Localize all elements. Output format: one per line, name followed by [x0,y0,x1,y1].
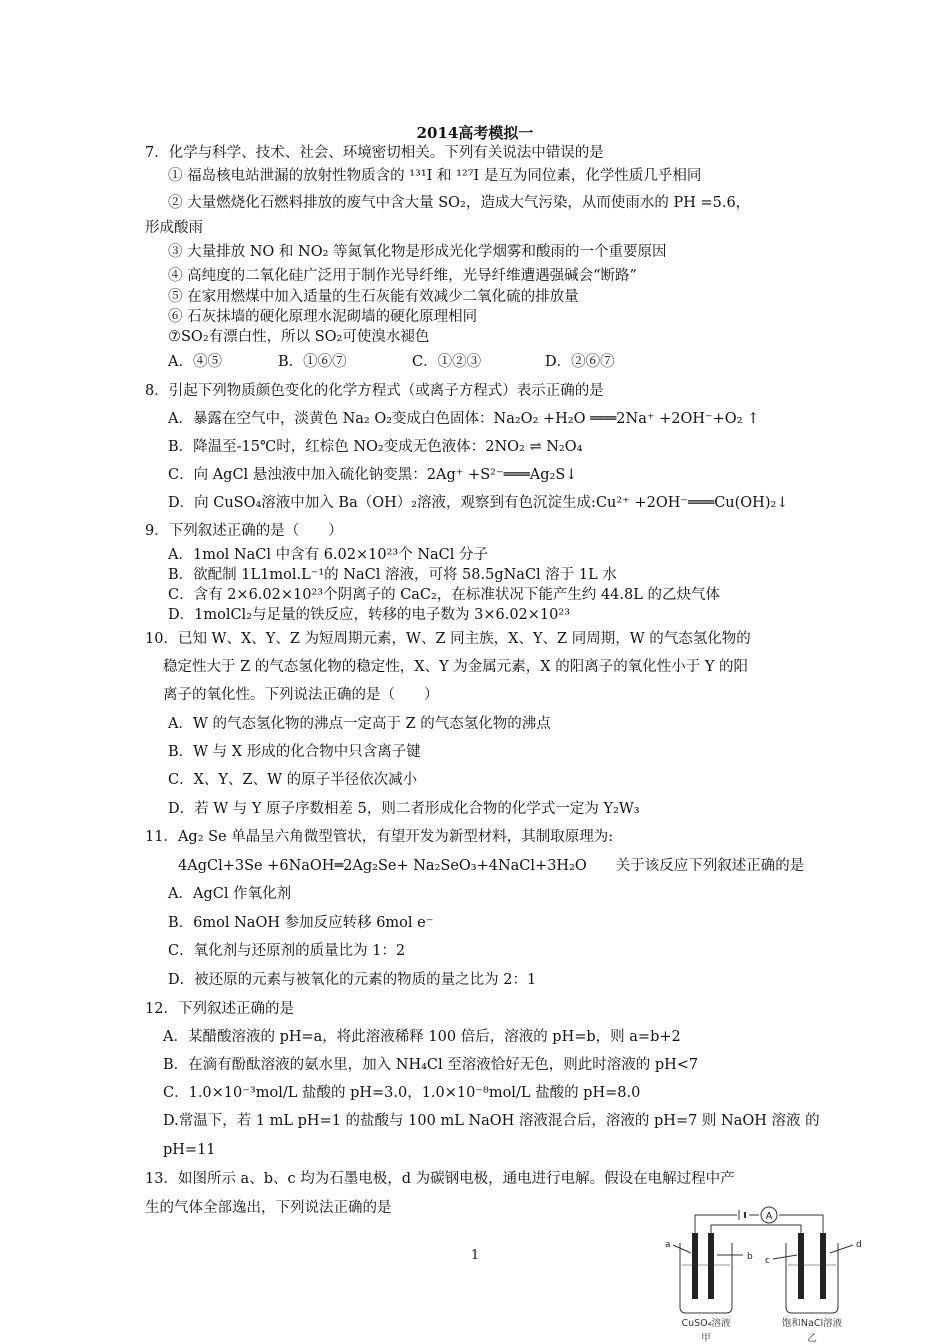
q12-option-d: D.常温下，若 1 mL pH=1 的盐酸与 100 mL NaOH 溶液混合后，溶液的 pH=7 则 NaOH 溶液 的 [163,1113,820,1129]
q12-option-a: A．某醋酸溶液的 pH=a，将此溶液稀释 100 倍后，溶液的 pH=b，则 a=b+2 [163,1029,681,1045]
q11-option-a: A．AgCl 作氧化剂 [168,886,292,902]
q10-option-d: D．若 W 与 Y 原子序数相差 5，则二者形成化合物的化学式一定为 Y₂W₃ [168,801,640,817]
electrode-d [820,1233,826,1299]
beaker-1 [680,1243,732,1313]
q10-stem-line-3: 离子的氧化性。下列说法正确的是（ ） [163,687,439,703]
beaker-2 [786,1243,838,1313]
q11-option-d: D．被还原的元素与被氧化的元素的物质的量之比为 2：1 [168,972,537,988]
leader-d [830,1245,853,1253]
q12-stem: 12．下列叙述正确的是 [145,1001,294,1017]
electrode-c [798,1233,804,1299]
q7-choice-b: B．①⑥⑦ [278,354,347,370]
label-b: b [747,1252,753,1262]
page-number: 1 [470,1248,480,1263]
q12-option-c: C．1.0×10⁻³mol/L 盐酸的 pH=3.0，1.0×10⁻⁸mol/L 盐酸的 pH=8.0 [163,1085,641,1101]
q9-stem: 9．下列叙述正确的是（ ） [145,523,343,539]
q10-option-a: A．W 的气态氢化物的沸点一定高于 Z 的气态氢化物的沸点 [168,716,551,732]
ammeter-label: A [765,1211,773,1222]
q10-stem-line-2: 稳定性大于 Z 的气态氢化物的稳定性，X、Y 为金属元素，X 的阳离子的氧化性小于 Y 的阳 [163,659,749,675]
electrode-b [708,1233,714,1299]
q7-statement-1: ① 福岛核电站泄漏的放射性物质含的 ¹³¹I 和 ¹²⁷I 是互为同位素，化学性质几乎相同 [168,168,702,184]
q9-option-a: A．1mol NaCl 中含有 6.02×10²³个 NaCl 分子 [168,547,488,563]
q7-statement-5: ⑤ 在家用燃煤中加入适量的生石灰能有效减少二氧化硫的排放量 [168,289,579,305]
beaker-2-name: 乙 [807,1333,817,1344]
beaker-1-solution: CuSO₄溶液 [681,1318,731,1329]
beaker-2-solution: 饱和NaCl溶液 [781,1318,843,1329]
leader-a [673,1245,691,1253]
q12-option-d-cont: pH=11 [163,1142,216,1158]
wire-left-top [695,1215,737,1233]
q10-stem-line-1: 10．已知 W、X、Y、Z 为短周期元素，W、Z 同主族，X、Y、Z 同周期，W 的气态氢化物的 [145,631,751,647]
electrolysis-diagram [655,1205,870,1344]
q10-option-c: C．X、Y、Z、W 的原子半径依次减小 [168,772,418,788]
q7-choice-c: C．①②③ [412,354,482,370]
q12-option-b: B．在滴有酚酞溶液的氨水里，加入 NH₄Cl 至溶液恰好无色，则此时溶液的 pH<7 [163,1057,699,1073]
q7-choice-d: D．②⑥⑦ [545,354,615,370]
q10-option-b: B．W 与 X 形成的化合物中只含离子键 [168,744,421,760]
q9-option-d: D．1molCl₂与足量的铁反应，转移的电子数为 3×6.02×10²³ [168,607,571,623]
q13-stem-line-2: 生的气体全部逸出，下列说法正确的是 [145,1200,392,1216]
q11-equation: 4AgCl+3Se +6NaOH═2Ag₂Se+ Na₂SeO₃+4NaCl+3H₂O 关于该反应下列叙述正确的是 [178,858,805,874]
q11-stem: 11．Ag₂ Se 单晶呈六角微型管状，有望开发为新型材料，其制取原理为: [145,829,614,845]
q8-option-b: B．降温至-15℃时，红棕色 NO₂变成无色液体：2NO₂ ⇌ N₂O₄ [168,439,583,455]
beaker-1-name: 甲 [701,1333,711,1344]
q7-statement-4: ④ 高纯度的二氧化硅广泛用于制作光导纤维，光导纤维遭遇强碱会“断路” [168,268,637,284]
q7-statement-7: ⑦SO₂有漂白性，所以 SO₂可使溴水褪色 [168,329,430,345]
q11-option-b: B．6mol NaOH 参加反应转移 6mol e⁻ [168,915,434,931]
q8-option-c: C．向 AgCl 悬浊液中加入硫化钠变黑：2Ag⁺ +S²⁻═══Ag₂S↓ [168,467,578,483]
q7-statement-6: ⑥ 石灰抹墙的硬化原理水泥砌墙的硬化原理相同 [168,309,478,325]
label-a: a [665,1240,671,1250]
label-c: c [765,1256,770,1266]
wire-middle [711,1225,801,1233]
q11-option-c: C．氧化剂与还原剂的质量比为 1：2 [168,943,406,959]
q9-option-c: C．含有 2×6.02×10²³个阴离子的 CaC₂，在标准状况下能产生约 44.8L 的乙炔气体 [168,587,720,603]
q8-option-a: A．暴露在空气中，淡黄色 Na₂ O₂变成白色固体：Na₂O₂ +H₂O ═══2Na⁺ +2OH⁻+O₂ ↑ [168,411,760,427]
page-title: 2014高考模拟一 [416,124,534,142]
q9-option-b: B．欲配制 1L1mol.L⁻¹的 NaCl 溶液，可将 58.5gNaCl 溶于 1L 水 [168,567,617,583]
q7-statement-2-cont: 形成酸雨 [145,220,203,236]
q7-choice-a: A．④⑤ [168,354,222,370]
label-d: d [856,1240,862,1250]
q7-statement-3: ③ 大量排放 NO 和 NO₂ 等氮氧化物是形成光化学烟雾和酸雨的一个重要原因 [168,244,667,260]
q7-stem: 7．化学与科学、技术、社会、环境密切相关。下列有关说法中错误的是 [145,145,604,161]
q8-stem: 8．引起下列物质颜色变化的化学方程式（或离子方程式）表示正确的是 [145,383,604,399]
q13-stem-line-1: 13．如图所示 a、b、c 均为石墨电极，d 为碳钢电极，通电进行电解。假设在电解过程中产 [145,1171,735,1187]
leader-c [773,1255,797,1259]
q7-statement-2: ② 大量燃烧化石燃料排放的废气中含大量 SO₂，造成大气污染，从而使雨水的 PH =5.6， [168,195,751,211]
q8-option-d: D．向 CuSO₄溶液中加入 Ba（OH）₂溶液，观察到有色沉淀生成:Cu²⁺ +2OH⁻═══Cu(OH)₂↓ [168,495,789,511]
electrode-a [692,1233,698,1299]
